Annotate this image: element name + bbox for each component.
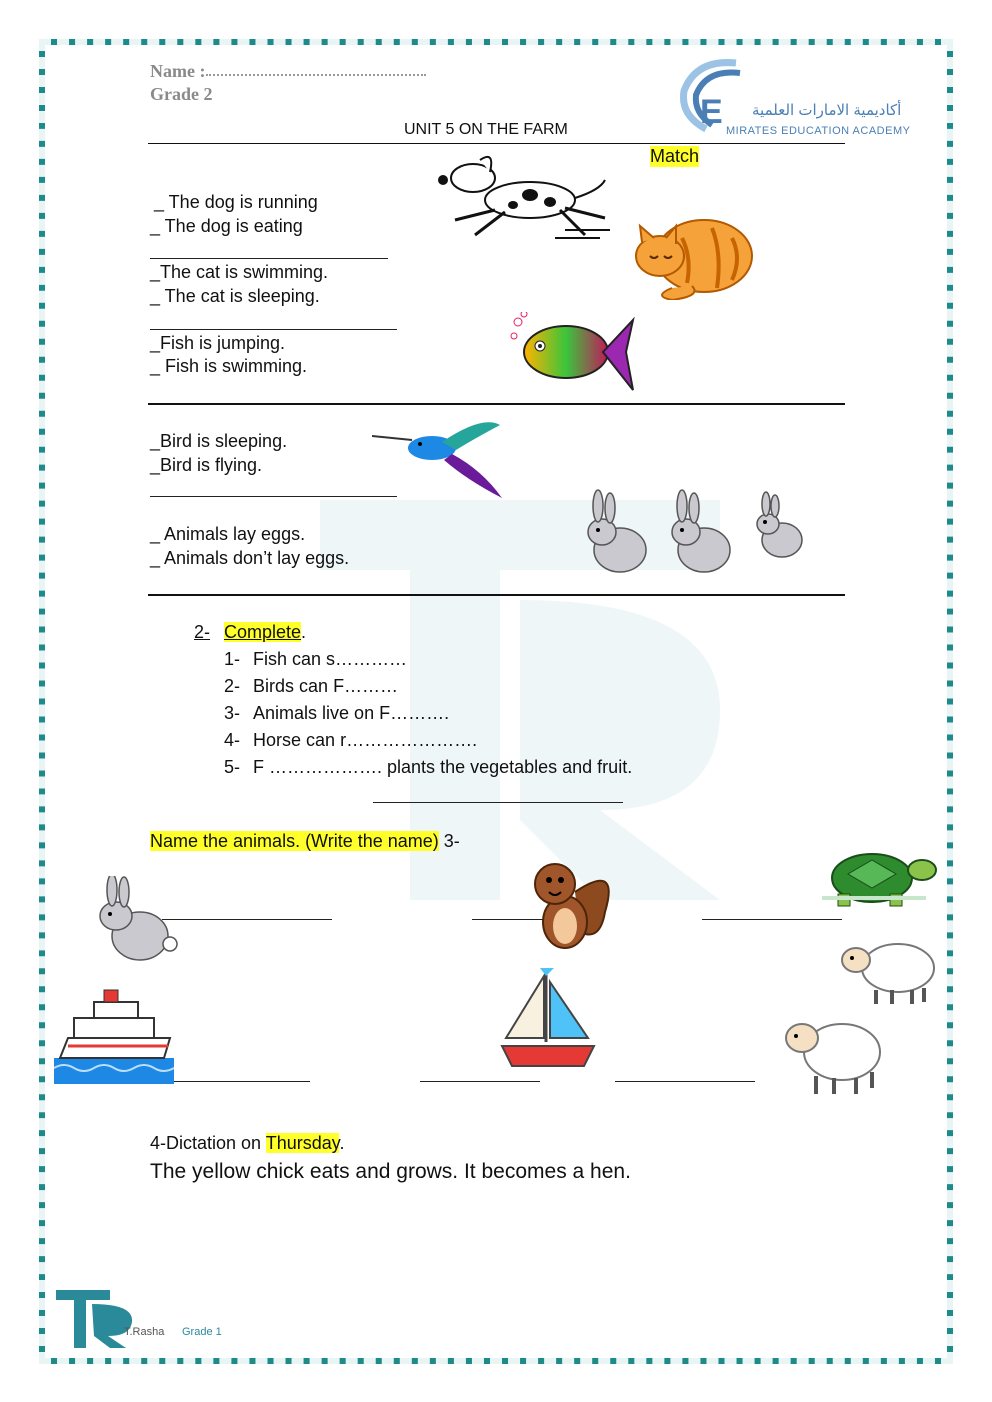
hummingbird-image <box>372 420 504 500</box>
separator-line <box>150 496 397 497</box>
separator-line <box>373 802 623 803</box>
grade-label: Grade 2 <box>150 84 213 104</box>
sailboat-image <box>500 968 596 1070</box>
rabbit-image <box>88 876 180 966</box>
separator-line <box>150 329 397 330</box>
cat-sleeping-image <box>632 208 754 300</box>
match-item: _ Animals don’t lay eggs. <box>150 548 350 568</box>
match-item: _Fish is jumping. <box>150 333 286 353</box>
name-field <box>150 61 205 82</box>
dictation-sentence: The yellow chick eats and grows. It becomes a hen. <box>150 1160 631 1183</box>
sheep-image <box>778 1008 884 1098</box>
complete-heading-wrap: Complete. <box>224 622 307 642</box>
answer-line[interactable] <box>172 1081 310 1082</box>
complete-item <box>224 649 407 670</box>
name-animals-heading-wrap <box>150 831 460 852</box>
dictation-day: Thursday <box>265 1133 340 1153</box>
match-item: _Bird is sleeping. <box>150 431 288 451</box>
dictation-heading <box>150 1133 344 1154</box>
answer-line[interactable] <box>702 919 842 920</box>
academy-logo <box>676 55 911 137</box>
name-line[interactable] <box>206 74 426 76</box>
complete-item-text: F ………………. plants the vegetables and fruit. <box>253 757 633 777</box>
tr-logo-icon <box>54 1286 138 1350</box>
match-item: _ The dog is eating <box>150 216 303 236</box>
dictation-suffix: . <box>339 1133 345 1153</box>
complete-item-number: 4- <box>224 730 241 750</box>
complete-item <box>224 730 477 751</box>
match-item: _The cat is swimming. <box>150 262 329 282</box>
complete-item-text: Animals live on F………. <box>253 703 450 723</box>
fish-image <box>508 312 638 397</box>
match-item: _ Animals lay eggs. <box>150 524 306 544</box>
complete-item-text: Birds can F……… <box>253 676 399 696</box>
answer-line[interactable] <box>420 1081 540 1082</box>
answer-line[interactable] <box>615 1081 755 1082</box>
complete-item-number: 3- <box>224 703 241 723</box>
footer-grade: Grade 1 <box>182 1326 222 1338</box>
match-item: _ The cat is sleeping. <box>150 286 320 306</box>
turtle-image <box>818 844 938 908</box>
squirrel-image <box>525 852 617 954</box>
sheep-image <box>836 934 938 1006</box>
match-heading: Match <box>650 146 700 166</box>
complete-item-number: 2- <box>224 676 241 696</box>
dog-running-image <box>435 150 615 245</box>
name-animals-heading: Name the animals. (Write the name) <box>150 831 439 851</box>
footer-logo <box>54 1286 254 1352</box>
section-rule <box>148 594 845 596</box>
dictation-prefix: 4-Dictation on <box>150 1133 266 1153</box>
complete-item-number: 1- <box>224 649 241 669</box>
match-item: _Bird is flying. <box>150 455 263 475</box>
name-animals-number: 3- <box>443 831 460 851</box>
complete-item-text: Fish can s………… <box>253 649 408 669</box>
academy-arabic-name: أكاديمية الامارات العلمية <box>752 102 902 119</box>
academy-logo-letter: E <box>700 93 723 131</box>
ship-image <box>54 988 174 1084</box>
complete-item <box>224 676 398 697</box>
answer-line[interactable] <box>162 919 332 920</box>
separator-line <box>150 258 388 259</box>
complete-item-number: 5- <box>224 757 241 777</box>
unit-title: UNIT 5 ON THE FARM <box>404 121 568 138</box>
match-item: _ Fish is swimming. <box>150 356 308 376</box>
complete-heading: Complete <box>224 622 302 642</box>
name-label: Name : <box>150 61 206 81</box>
rabbits-image <box>580 488 816 578</box>
complete-item <box>224 703 449 724</box>
complete-item <box>224 757 632 778</box>
match-item: _ The dog is running <box>154 192 318 212</box>
section-rule <box>148 403 845 405</box>
title-rule <box>148 143 845 144</box>
academy-english-name: MIRATES EDUCATION ACADEMY <box>726 125 911 137</box>
complete-item-text: Horse can r…………………. <box>253 730 478 750</box>
complete-number: 2- <box>194 622 211 642</box>
footer-teacher: T.Rasha <box>124 1326 165 1338</box>
